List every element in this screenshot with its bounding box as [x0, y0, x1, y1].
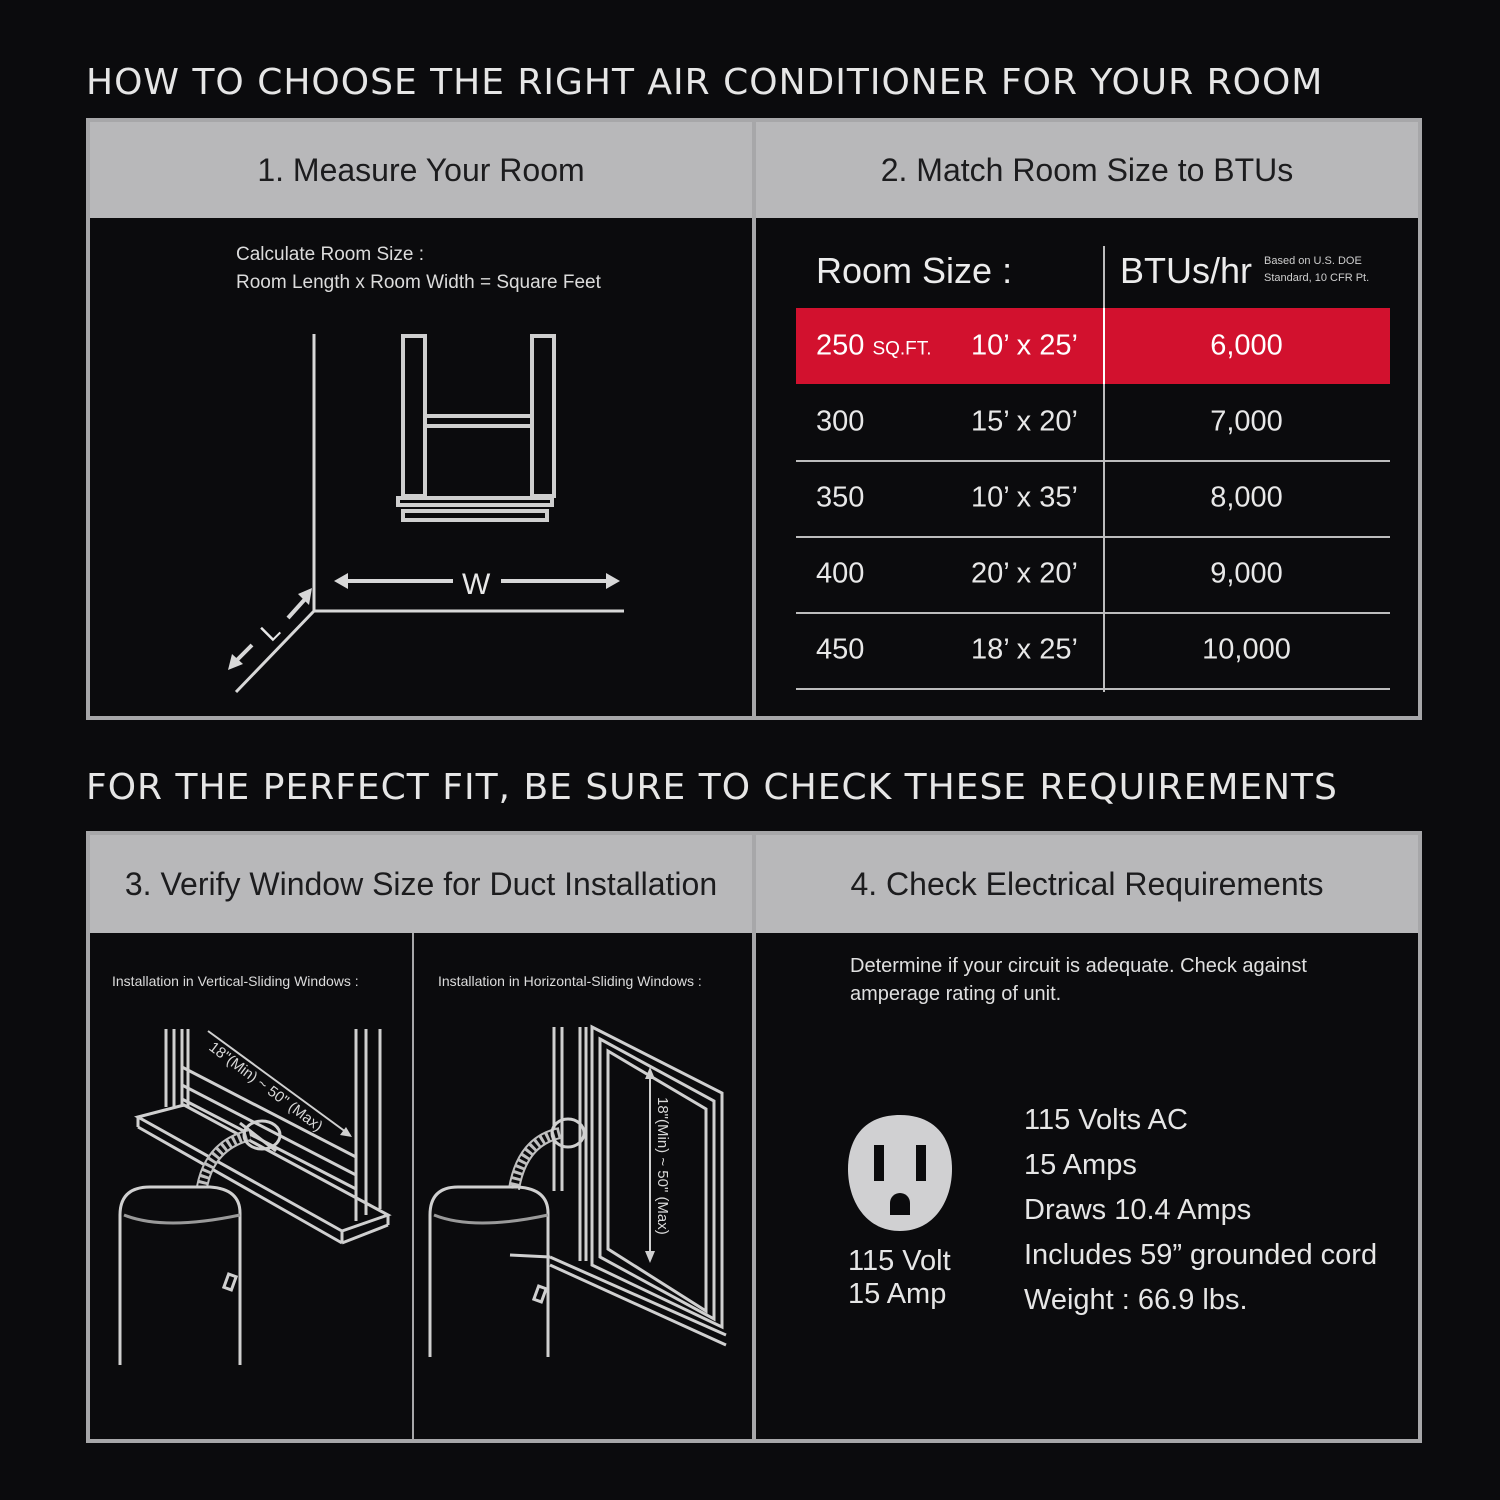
- dimensions-cell: 20’ x 20’: [971, 557, 1078, 590]
- dimensions-cell: 15’ x 20’: [971, 405, 1078, 438]
- dimensions-cell: 10’ x 35’: [971, 481, 1078, 514]
- table-row: [796, 384, 1390, 462]
- room-size-cell: 350: [816, 481, 865, 514]
- match-btu-panel: [752, 118, 1422, 720]
- window-icon: [398, 336, 554, 520]
- section-title-requirements: FOR THE PERFECT FIT, BE SURE TO CHECK THESE REQUIREMENTS: [86, 767, 1338, 808]
- section-title-choose: HOW TO CHOOSE THE RIGHT AIR CONDITIONER FOR YOUR ROOM: [86, 62, 1324, 103]
- verify-window-heading: 3. Verify Window Size for Duct Installation: [90, 835, 752, 933]
- doe-footnote: [1264, 253, 1369, 287]
- btu-cell: 6,000: [1210, 329, 1283, 362]
- outlet-icon: [840, 1111, 960, 1239]
- spec-weight: Weight : 66.9 lbs.: [1024, 1284, 1248, 1316]
- vertical-window-label: Installation in Vertical-Sliding Windows :: [112, 973, 359, 989]
- room-size-cell: 450: [816, 633, 865, 666]
- measure-room-heading: 1. Measure Your Room: [90, 122, 752, 218]
- dimensions-cell: 18’ x 25’: [971, 633, 1078, 666]
- room-diagram: [90, 122, 752, 716]
- btu-cell: 7,000: [1210, 405, 1283, 438]
- length-label: L: [254, 615, 286, 647]
- outlet-amp-label: 15 Amp: [848, 1278, 947, 1310]
- doe-footnote-line-2: Standard, 10 CFR Pt.: [1264, 272, 1370, 284]
- spec-draw: Draws 10.4 Amps: [1024, 1194, 1252, 1226]
- dimensions-cell: 10’ x 25’: [971, 329, 1078, 362]
- electrical-panel: [752, 831, 1422, 1443]
- circuit-description-line-1: Determine if your circuit is adequate. Check against: [850, 955, 1307, 977]
- btu-column-header: BTUs/hr: [1120, 250, 1253, 291]
- spec-voltage: 115 Volts AC: [1024, 1104, 1188, 1136]
- room-size-cell: 300: [816, 405, 865, 438]
- room-size-cell: 400: [816, 557, 865, 590]
- verify-window-panel: [86, 831, 756, 1443]
- table-row: [796, 536, 1390, 614]
- horizontal-range-label: 18"(Min) ~ 50" (Max): [654, 1097, 671, 1235]
- spec-amps: 15 Amps: [1024, 1149, 1137, 1181]
- calc-room-size-label: Calculate Room Size :: [236, 244, 424, 265]
- measure-room-panel: [86, 118, 756, 720]
- table-row: [796, 612, 1390, 690]
- doe-footnote-line-1: Based on U.S. DOE: [1264, 255, 1362, 267]
- horizontal-window-illustration: [430, 1027, 726, 1357]
- table-row-highlight: [796, 308, 1390, 384]
- horizontal-window-label: Installation in Horizontal-Sliding Windows :: [438, 973, 702, 989]
- btu-cell: 10,000: [1202, 633, 1291, 666]
- duct-installation-illustrations: [90, 835, 752, 1439]
- room-size-cell: 250 SQ.FT.: [816, 329, 932, 362]
- circuit-description-line-2: amperage rating of unit.: [850, 983, 1062, 1005]
- outlet-volt-label: 115 Volt: [848, 1245, 951, 1277]
- electrical-heading: 4. Check Electrical Requirements: [756, 835, 1418, 933]
- highlight-divider: [1103, 308, 1105, 384]
- btu-cell: 9,000: [1210, 557, 1283, 590]
- vertical-range-label: 18"(Min) ~ 50" (Max): [205, 1038, 326, 1136]
- room-size-formula: Room Length x Room Width = Square Feet: [236, 272, 601, 293]
- btu-cell: 8,000: [1210, 481, 1283, 514]
- match-btu-heading: 2. Match Room Size to BTUs: [756, 122, 1418, 218]
- room-size-column-header: Room Size :: [816, 250, 1013, 291]
- width-label: W: [462, 568, 491, 601]
- spec-cord: Includes 59” grounded cord: [1024, 1239, 1378, 1271]
- table-row: [796, 460, 1390, 538]
